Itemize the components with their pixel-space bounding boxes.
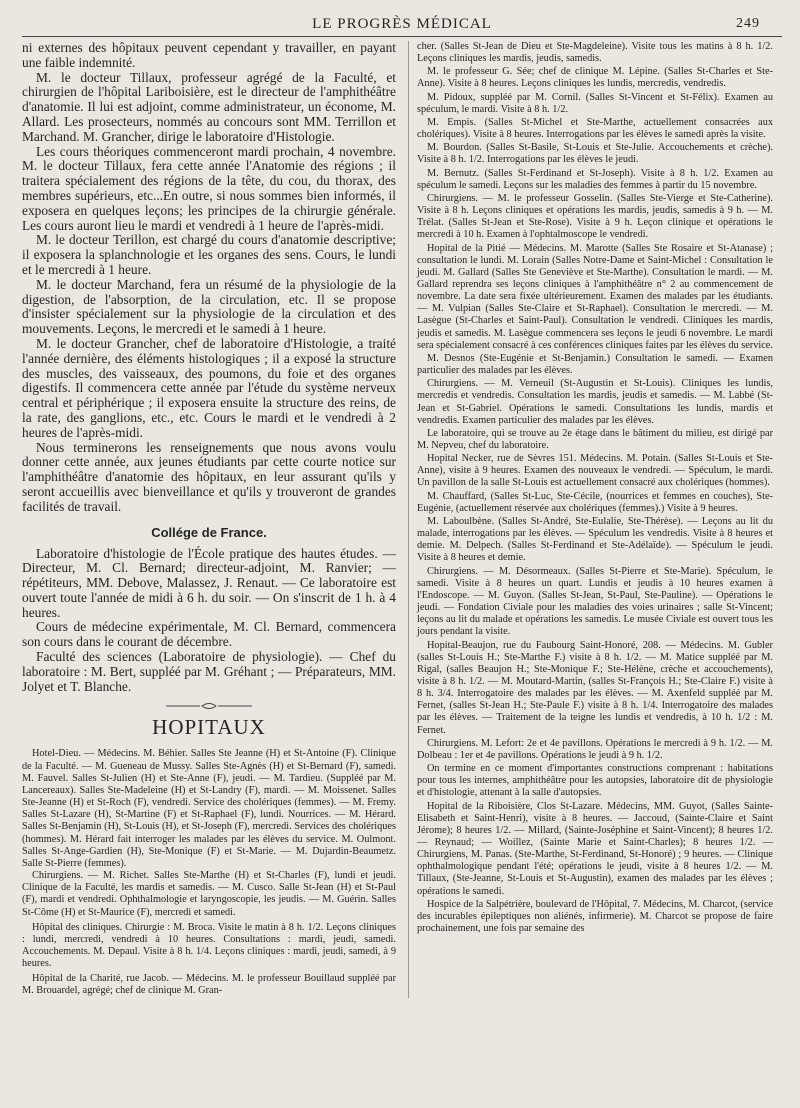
- paragraph: Hotel-Dieu. — Médecins. M. Béhier. Salles Ste Jeanne (H) et St-Antoine (F). Clinique de la Faculté. — M. Gueneau de Mussy. Salles Ste-Agnès (H) et St-Bernard (F), samedi. M. Fauvel. Salles St-Julien (H) et Ste-Anne (F), jeudi. — M. Tardieu. (Suppléé par M. Lancereaux). Salles Ste-Madeleine (H) et St-Landry (F), mardi. — M. Moissenet. Salles Ste-Jeanne (H) et St-Roch (F), vendredi. Service des cholériques (femmes). — M. Fremy. Salles St-Lazare (H), St-Martine (F) et St-Raphael (F), lundi. Nourrices. — M. Hérard. Salles St-Benjamin (H), St-Louis (H), et St-Joseph (F), mercredi. Services des cholériques (hommes). M. Hérard fait interroger les malades par les élèves du service. M. Oulmont. Salles St-Ange-Gardien (H), Ste-Monique (F) et St-Marie. — M. Dujardin-Beaumetz. Salle St-Pierre (femmes).: [22, 748, 396, 869]
- paragraph: On termine en ce moment d'importantes constructions comprenant : habitations pour tous les internes, amphithéâtre pour les autopsies, laboratoire dit de physiologie et d'histologie, attenant à la salle d'autopsies.: [417, 763, 773, 799]
- paragraph: M. Empis. (Salles St-Michel et Ste-Marthe, actuellement consacrées aux cholériques). Visite à 8 heures. Interrogations par les élèves le samedi après la visite.: [417, 116, 773, 141]
- paragraph: M. Laboulbène. (Salles St-André, Ste-Eulalie, Ste-Thérèse). — Leçons au lit du malade, interrogations par les élèves. — Spéculum les vendredis. Visite à 8 heures et demie. M. Delpech. (Salles St-Ferdinand et Ste-Adélaïde). — Spéculum le jeudi. Visite à 8 heures et demie.: [417, 515, 773, 564]
- section-heading-college: Collége de France.: [151, 524, 267, 540]
- page-header: [22, 16, 782, 36]
- paragraph: Chirurgiens. — M. Richet. Salles Ste-Marthe (H) et St-Charles (F), lundi et jeudi. Clinique de la Faculté, les mardis et samedis. — M. Cusco. Salle St-Jean (H) et St-Paul (F), mardi et vendredi. Ophthalmologie et laryngoscopie, les jeudis. — M. Guérin. Salles St-Côme (H) et St-Maurice (F), mercredi et samedi.: [22, 870, 396, 918]
- two-column-body: [22, 41, 782, 998]
- page-number: 249: [736, 16, 760, 31]
- paragraph: M. Chauffard, (Salles St-Luc, Ste-Cécile, (nourrices et femmes en couches), Ste-Eugénie, (actuellement réservée aux cholériques (femmes).) Visite à 9 heures.: [417, 490, 773, 514]
- header-rule: [22, 36, 782, 37]
- paragraph: Hôpital des cliniques. Chirurgie : M. Broca. Visite le matin à 8 h. 1/2. Leçons cliniques : lundi, mercredi, vendredi à 10 heures. Consultations : mardi, jeudi, samedi. Accouchements. M. Depaul. Visite à 8 h. 1/4. Leçons cliniques : mardi, jeudi, samedi, à 9 heures.: [22, 921, 396, 970]
- paragraph: cher. (Salles St-Jean de Dieu et Ste-Magdeleine). Visite tous les matins à 8 h. 1/2. Leçons cliniques les mardis, jeudis, samedis.: [417, 41, 773, 65]
- paragraph: Hopital de la Pitié — Médecins. M. Marotte (Salles Ste Rosaire et St-Atanase) ; consultation le lundi. M. Lorain (Salles Notre-Dame et Saint-Michel : Consultation le jeudi. M. Gallard (Salles Ste Geneviève et Ste-Marthe). Consultation le mardi. — M. Gallard reprendra ses leçons cliniques à l'amphithéâtre n° 2 au commencement de novembre. La date sera fixée ultérieurement. Examen des malades par les étudiants. — M. Vulpian (Salles Ste-Claire et St-Raphael). Consultation le mercredi. — M. Lasègue (St-Charles et Saint-Paul). Consultation le vendredi. Cliniques les mardis, jeudis et samedis. M. Lasègue commencera ses leçons le jeudi 6 novembre. Le mardi sera spécialement consacré à ces conférences cliniques faites par les élèves du service.: [417, 242, 773, 351]
- paragraph: Hopital de la Riboisière, Clos St-Lazare. Médecins, MM. Guyot, (Salles Sainte-Elisabeth et Saint-Henri), visite à 8 heures. — Jaccoud, (Sainte-Claire et Saint Jérome); 8 heures 1/2. — Millard, (Sainte-Joséphine et Saint-Vincent); 8 heures 1/2. — Reynaud; — Woillez, (Sainte Marie et Saint-Charles); 8 heures 1/2. — Chirurgiens, M. Panas. (Ste-Marthe, St-Ferdinand, St-Honoré) ; 9 heures. — Clinique ophthalmologique pendant l'été; opérations le jeudi, visite à 8 heures 1/2. — M. Tillaux, (Ste-Jeanne, St-Louis et St-Augustin), examen des malades par les élèves ; opérations le samedi.: [417, 800, 773, 897]
- paragraph: Hôpital de la Charité, rue Jacob. — Médecins. M. le professeur Bouillaud suppléé par M. Brouardel, agrégé; chef de clinique M. Gran-: [22, 973, 396, 997]
- paragraph: Hopital Necker, rue de Sèvres 151. Médecins. M. Potain. (Salles St-Louis et Ste-Anne), visite à 9 heures. Examen des nouveaux le vendredi. — Spéculum, le mardi. Un pavillon de la salle St-Louis est actuellement consacré aux cholériques (hommes).: [417, 453, 773, 489]
- faculty-note: Faculté des sciences (Laboratoire de physiologie). — Chef du laboratoire : M. Bert, suppléé par M. Gréhant ; — Préparateurs, MM. Jolyet et T. Blanche.: [22, 649, 396, 694]
- section-heading-hopitaux: HOPITAUX: [152, 715, 266, 740]
- paragraph: Nous terminerons les renseignements que nous avons voulu donner cette année, aux jeunes étudiants par cette courte notice sur l'amphithéâtre d'anatomie des hôpitaux, en leur assurant qu'ils y seront accueillis avec bienveillance et qu'ils y trouveront de grandes facilités de travail.: [22, 439, 396, 514]
- paragraph: Hospice de la Salpétrière, boulevard de l'Hôpital, 7. Médecins, M. Charcot, (service des incurables épileptiques non aliénés, infirmerie). M. Charcot se propose de faire prochainement, une fois par semaine des: [417, 898, 773, 935]
- journal-title: LE PROGRÈS MÉDICAL: [312, 16, 492, 32]
- ornament-divider-icon: [164, 701, 254, 711]
- paragraph: M. Bernutz. (Salles St-Ferdinand et St-Joseph). Visite à 8 h. 1/2. Examen au spéculum le samedi. Leçons sur les maladies des femmes à partir du 15 novembre.: [417, 167, 773, 191]
- paragraph: M. le docteur Tillaux, professeur agrégé de la Faculté, et chirurgien de l'hôpital Lariboisière, est le directeur de l'amphithéâtre d'anatomie. Il lui est adjoint, comme administrateur, un économe, M. Allard. Les prosecteurs, nommés au concours sont MM. Terrillon et Marchand. M. Grancher, dirige le laboratoire d'Histologie.: [22, 69, 396, 144]
- paragraph: ni externes des hôpitaux peuvent cependant y travailler, en payant une faible indemnité.: [22, 40, 396, 70]
- college-section: [22, 547, 396, 651]
- left-column: [22, 41, 396, 998]
- paragraph: Cours de médecine expérimentale, M. Cl. Bernard, commencera son cours dans le courant de décembre.: [22, 619, 396, 650]
- paragraph: Chirurgiens. — M. Désormeaux. (Salles St-Pierre et Ste-Marie). Spéculum, le samedi. Visite à 8 heures un quart. Lundis et jeudis à 10 heures examen à l'Endoscope. — M. Guyon. (Salles St-Jean, St-Paul, Ste-Pauline). — Opérations le jeudi. — Fondation Civiale pour les maladies des voies urinaires ; salle St-Vincent; leçons au lit du malade et opérations les samedis. Le musée Civiale est ouvert tous les jours pendant la visite.: [417, 565, 773, 638]
- paragraph: M. Pidoux, suppléé par M. Cornil. (Salles St-Vincent et St-Félix). Examen au spéculum, le mardi. Visite à 8 h. 1/2.: [417, 91, 773, 115]
- right-column: [408, 41, 773, 998]
- paragraph: M. le professeur G. Sée; chef de clinique M. Lépine. (Salles St-Charles et Ste-Anne). Visite à 8 heures. Leçons cliniques les lundis, mercredis, vendredis.: [417, 66, 773, 90]
- paragraph: M. Desnos (Ste-Eugénie et St-Benjamin.) Consultation le samedi. — Examen particulier des malades par les élèves.: [417, 352, 773, 377]
- paragraph: Chirurgiens. — M. le professeur Gosselin. (Salles Ste-Vierge et Ste-Catherine). Visite à 8 h. Leçons cliniques et opérations les mardis, jeudis, samedis à 9 h. — M. Trélat. (Salles St-Jean et Ste-Rose). Visite à 9 h. Leçon clinique et opérations le mercredi à 10 h. Examen à l'ophtalmoscope le vendredi.: [417, 192, 773, 241]
- paragraph: Hopital-Beaujon, rue du Faubourg Saint-Honoré, 208. — Médecins. M. Gubler (salles St-Louis H.; Ste-Marthe F.) visite à 8 h. 1/2. — M. Matice suppléé par M. Rigal, (salles Beaujon H.; Ste-Monique F.; Ste-Hélène, crèche et accouchements), visite à 8 h. 1/2. — M. Moutard-Martin, (salles St-François H.; Ste-Claire F.) visite à 8 h. 3/4. Interrogatoire des malades par les élèves. — M. Axenfeld suppléé par M. Fernet, (salles St-Jean H.; Ste-Paule F.) visite à 8 h. 1/4. Interrogatoire des malades par les élèves. — Traitement de la teigne les lundis et vendredis, à 10 h. 1/2 : M. Fernet.: [417, 639, 773, 736]
- hopitaux-section: [22, 748, 396, 997]
- paragraph: M. le docteur Marchand, fera un résumé de la physiologie de la digestion, de l'absorption, de la circulation, etc. Il se propose d'insister spécialement sur la physiologie de la circulation et des mouvements. Leçons, le mercredi et le samedi à 1 heure.: [22, 276, 396, 337]
- paragraph: Chirurgiens. — M. Verneuil (St-Augustin et St-Louis). Cliniques les lundis, mercredis et vendredis. Consultation les mardis, jeudis et samedis. — M. Labbé (St-Jean et St-Gabriel. Opérations le samedi. Consultations les lundis, mardis et vendredis. Examen particulier des malades par les élèves.: [417, 378, 773, 426]
- paragraph: M. le docteur Terillon, est chargé du cours d'anatomie descriptive; il exposera la splanchnologie et les organes des sens. Cours, le lundi et le mercredi à 1 heure.: [22, 232, 396, 277]
- paragraph: Laboratoire d'histologie de l'École pratique des hautes études. — Directeur, M. Cl. Bernard; directeur-adjoint, M. Ranvier; — répétiteurs, MM. Debove, Malassez, J. Renaut. — Ce laboratoire est ouvert toute l'année de midi à 6 h. du soir. — On s'inscrit de 1 h. à 4 heures.: [22, 545, 396, 620]
- paragraph: Chirurgiens. M. Lefort: 2e et 4e pavillons. Opérations le mercredi à 9 h. 1/2. — M. Dolbeau : 1er et 4e pavillons. Opérations le jeudi à 9 h. 1/2.: [417, 737, 773, 761]
- paragraph: Les cours théoriques commenceront mardi prochain, 4 novembre. M. le docteur Tillaux, fera cette année l'Anatomie des régions ; il traitera spécialement des régions de la tête, du cou, du thorax, des membres supérieurs, etc...En outre, si nous sommes bien informés, il exposera en quelques leçons; les principes de la chirurgie générale. Les cours auront lieu le mardi et vendredi à 1 heure de l'après-midi.: [22, 143, 396, 233]
- paragraph: Le laboratoire, qui se trouve au 2e étage dans le bâtiment du milieu, est dirigé par M. Nepveu, chef du laboratoire.: [417, 427, 773, 451]
- paragraph: M. Bourdon. (Salles St-Basile, St-Louis et Ste-Julie. Accouchements et crèche). Visite à 8 h. 1/2. Interrogations par les élèves le jeudi.: [417, 142, 773, 166]
- paragraph: M. le docteur Grancher, chef de laboratoire d'Histologie, a traité l'année dernière, des éléments histologiques ; il a exposé la structure des muscles, des vaisseaux, des poumons, du foie et des organes digestifs. Il commencera cette année par l'étude du système nerveux central et périphérique ; il exposera ensuite la structure des reins, de la rate, des ganglions, etc., etc. Cours le mardi et le vendredi à 2 heures de l'après-midi.: [22, 335, 396, 440]
